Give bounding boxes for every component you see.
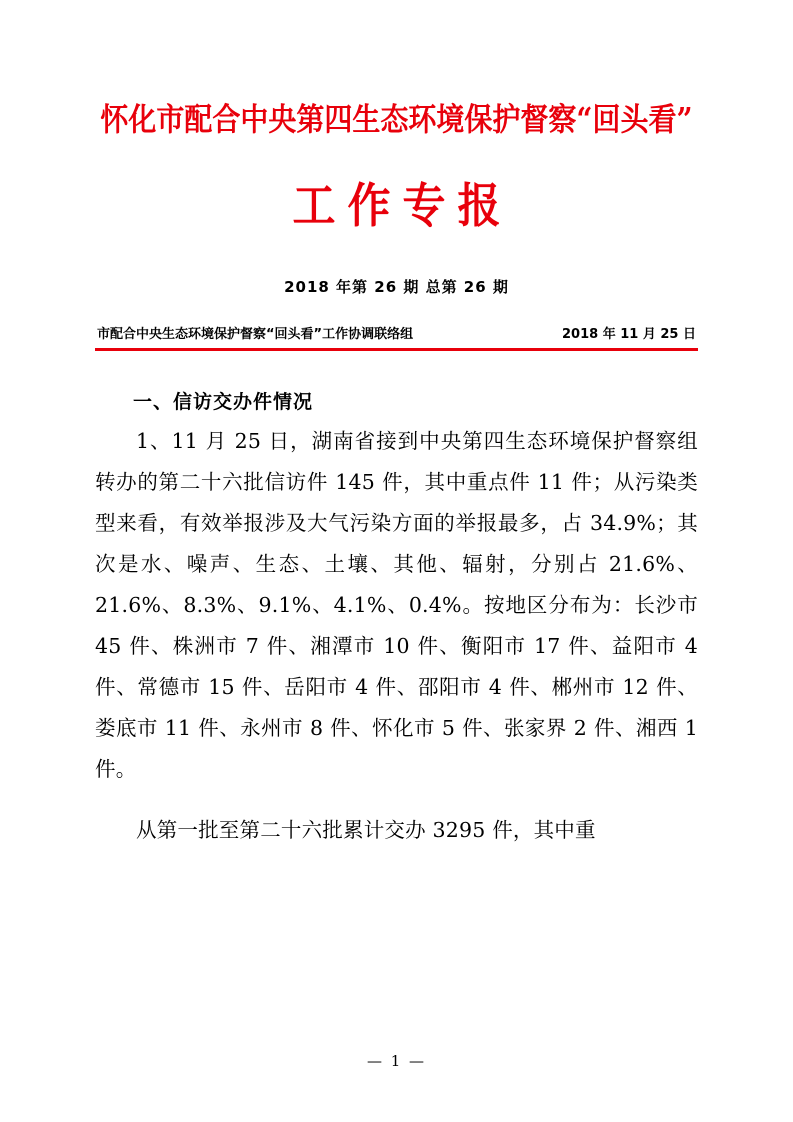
document-title-line-1: 怀化市配合中央第四生态环境保护督察“回头看”	[100, 101, 693, 139]
section-heading-1: 一、信访交办件情况	[133, 390, 314, 413]
document-body	[95, 387, 698, 852]
page-number-footer: — 1 —	[366, 1052, 427, 1070]
document-title-line-2: 工作专报	[292, 178, 513, 234]
body-paragraph-2: 从第一批至第二十六批累计交办 3295 件，其中重	[136, 818, 596, 843]
body-paragraph-1: 1、11 月 25 日，湖南省接到中央第四生态环境保护督察组转办的第二十六批信访件 145 件，其中重点件 11 件；从污染类型来看，有效举报涉及大气污染方面的举报最多，占 34.9%；其次是水、噪声、生态、土壤、其他、辐射，分别占 21.6%、21.6%、8.3%、9.1%、4.1%、0.4%。按地区分布为：长沙市 45 件、株洲市 7 件、湘潭市 10 件、衡阳市 17 件、益阳市 4 件、常德市 15 件、岳阳市 4 件、邵阳市 4 件、郴州市 12 件、娄底市 11 件、永州市 8 件、怀化市 5 件、张家界 2 件、湘西 1 件。	[95, 428, 698, 781]
issue-number-line: 2018 年第 26 期 总第 26 期	[284, 278, 509, 296]
issuing-department: 市配合中央生态环境保护督察“回头看”工作协调联络组	[97, 327, 414, 342]
department-date-row	[95, 323, 698, 348]
masthead	[95, 0, 698, 297]
red-divider-rule	[95, 348, 698, 351]
issue-date: 2018 年 11 月 25 日	[562, 327, 696, 342]
